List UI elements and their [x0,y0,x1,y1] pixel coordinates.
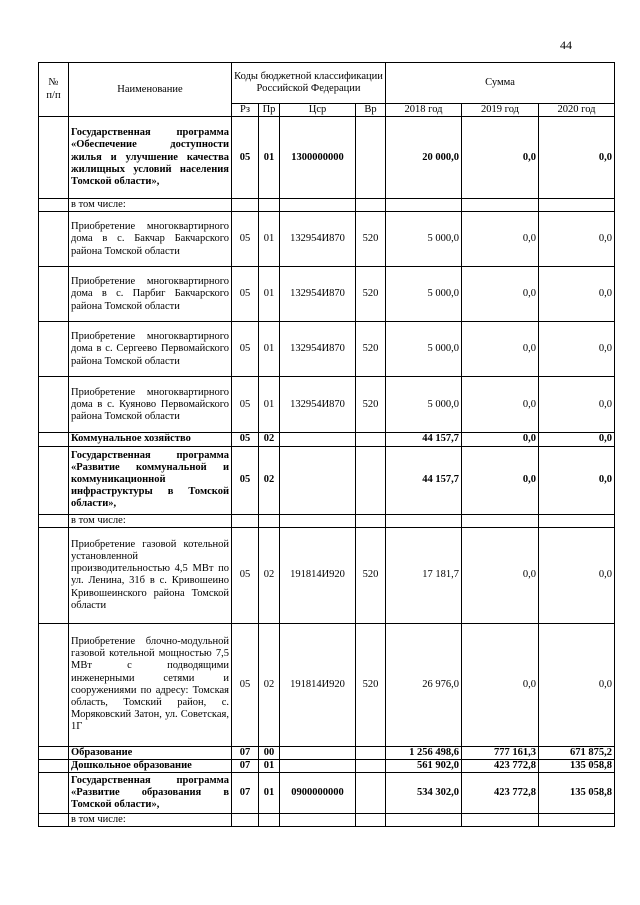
cell-vr: 520 [356,267,386,322]
cell-pr: 01 [259,117,280,199]
cell-y2020: 0,0 [539,433,615,446]
cell-rz: 07 [232,746,259,759]
cell-num [39,212,69,267]
cell-name: Приобретение многоквартирного дома в с. Парбиг Бакчарского района Томской области [69,267,232,322]
table-row [39,199,615,212]
cell-vr [356,514,386,527]
cell-csr: 132954И870 [280,267,356,322]
table-row [39,760,615,773]
cell-y2018: 17 181,7 [386,527,462,623]
cell-csr: 132954И870 [280,322,356,377]
cell-y2020: 0,0 [539,377,615,433]
cell-y2018: 5 000,0 [386,267,462,322]
cell-num [39,117,69,199]
cell-rz: 05 [232,322,259,377]
header-vr: Вр [356,104,386,117]
cell-y2020: 0,0 [539,623,615,746]
cell-rz [232,199,259,212]
cell-vr [356,446,386,514]
cell-num [39,814,69,827]
cell-y2020: 671 875,2 [539,746,615,759]
cell-y2019: 0,0 [462,527,539,623]
cell-pr: 02 [259,623,280,746]
cell-csr [280,814,356,827]
cell-y2018: 5 000,0 [386,322,462,377]
cell-num [39,514,69,527]
cell-y2020 [539,199,615,212]
table-row [39,446,615,514]
cell-y2019: 777 161,3 [462,746,539,759]
cell-csr [280,746,356,759]
cell-num [39,199,69,212]
cell-y2019 [462,514,539,527]
cell-num [39,377,69,433]
cell-csr: 191814И920 [280,623,356,746]
cell-name: Государственная программа «Развитие образования в Томской области», [69,773,232,814]
cell-csr: 1300000000 [280,117,356,199]
table-row [39,623,615,746]
header-2019: 2019 год [462,104,539,117]
cell-y2019: 0,0 [462,446,539,514]
cell-vr [356,199,386,212]
cell-y2018: 561 902,0 [386,760,462,773]
cell-vr: 520 [356,322,386,377]
cell-y2020: 0,0 [539,446,615,514]
cell-y2019: 0,0 [462,322,539,377]
cell-y2018: 44 157,7 [386,433,462,446]
cell-name: Приобретение блочно-модульной газовой котельной мощностью 7,5 МВт с подводящими инженерными сетями и сооружениями по адресу: Томская область, Томский район, с. Моряковский Затон, ул. Советская, 1Г [69,623,232,746]
cell-y2020: 135 058,8 [539,760,615,773]
cell-name: в том числе: [69,514,232,527]
cell-vr [356,433,386,446]
page-number: 44 [560,38,572,52]
cell-vr: 520 [356,623,386,746]
cell-vr [356,746,386,759]
cell-name: Приобретение газовой котельной установленной производительностью 4,5 МВт по ул. Ленина, 31б в с. Кривошеино Кривошеинского района Томской области [69,527,232,623]
cell-name: в том числе: [69,814,232,827]
cell-num [39,623,69,746]
cell-name: Приобретение многоквартирного дома в с. Бакчар Бакчарского района Томской области [69,212,232,267]
cell-y2019: 423 772,8 [462,773,539,814]
table-row [39,773,615,814]
cell-rz: 05 [232,117,259,199]
cell-pr: 01 [259,773,280,814]
cell-vr [356,814,386,827]
cell-csr [280,514,356,527]
header-rz: Рз [232,104,259,117]
cell-y2020: 135 058,8 [539,773,615,814]
cell-csr [280,760,356,773]
cell-pr [259,199,280,212]
cell-num [39,527,69,623]
table-row [39,377,615,433]
cell-y2020: 0,0 [539,527,615,623]
table-row [39,433,615,446]
cell-csr: 132954И870 [280,377,356,433]
cell-name: Коммунальное хозяйство [69,433,232,446]
cell-pr: 02 [259,527,280,623]
cell-vr: 520 [356,377,386,433]
cell-y2018: 534 302,0 [386,773,462,814]
cell-y2019 [462,814,539,827]
cell-csr: 0900000000 [280,773,356,814]
cell-pr: 01 [259,212,280,267]
cell-pr: 01 [259,267,280,322]
cell-y2020 [539,814,615,827]
cell-rz: 05 [232,433,259,446]
header-2018: 2018 год [386,104,462,117]
cell-rz: 05 [232,446,259,514]
cell-num [39,322,69,377]
cell-rz: 05 [232,212,259,267]
cell-rz: 05 [232,527,259,623]
cell-y2018: 20 000,0 [386,117,462,199]
cell-num [39,446,69,514]
cell-pr [259,514,280,527]
cell-name: Дошкольное образование [69,760,232,773]
cell-rz: 05 [232,267,259,322]
table-row [39,212,615,267]
cell-y2018 [386,199,462,212]
cell-y2020: 0,0 [539,117,615,199]
cell-num [39,746,69,759]
table-row [39,746,615,759]
cell-pr: 01 [259,322,280,377]
header-num: № п/п [39,63,69,117]
cell-y2020: 0,0 [539,322,615,377]
cell-y2019: 0,0 [462,117,539,199]
cell-y2019: 0,0 [462,267,539,322]
cell-vr: 520 [356,212,386,267]
table-body [39,117,615,827]
cell-csr: 132954И870 [280,212,356,267]
cell-name: Государственная программа «Обеспечение доступности жилья и улучшение качества жилищных условий населения Томской области», [69,117,232,199]
cell-csr: 191814И920 [280,527,356,623]
header-name: Наименование [69,63,232,117]
cell-name: Приобретение многоквартирного дома в с. Куяново Первомайского района Томской области [69,377,232,433]
cell-y2018: 5 000,0 [386,377,462,433]
cell-num [39,267,69,322]
cell-name: Государственная программа «Развитие коммунальной и коммуникационной инфраструктуры в Томской области», [69,446,232,514]
cell-num [39,433,69,446]
cell-name: в том числе: [69,199,232,212]
cell-y2018: 26 976,0 [386,623,462,746]
cell-y2019: 423 772,8 [462,760,539,773]
cell-pr [259,814,280,827]
table-row [39,322,615,377]
cell-csr [280,199,356,212]
cell-y2020: 0,0 [539,212,615,267]
cell-y2019: 0,0 [462,433,539,446]
header-pr: Пр [259,104,280,117]
cell-vr [356,760,386,773]
cell-name: Образование [69,746,232,759]
cell-vr: 520 [356,527,386,623]
cell-rz: 05 [232,377,259,433]
cell-y2020 [539,514,615,527]
cell-y2019 [462,199,539,212]
header-2020: 2020 год [539,104,615,117]
cell-rz [232,814,259,827]
cell-num [39,760,69,773]
cell-pr: 01 [259,377,280,433]
cell-rz: 07 [232,773,259,814]
cell-vr [356,117,386,199]
cell-pr: 00 [259,746,280,759]
cell-y2019: 0,0 [462,212,539,267]
table-row [39,814,615,827]
cell-y2020: 0,0 [539,267,615,322]
cell-rz: 07 [232,760,259,773]
cell-pr: 02 [259,446,280,514]
table-row [39,117,615,199]
header-sum: Сумма [386,63,615,104]
cell-y2018 [386,814,462,827]
cell-pr: 02 [259,433,280,446]
cell-rz: 05 [232,623,259,746]
cell-y2018: 5 000,0 [386,212,462,267]
cell-y2019: 0,0 [462,377,539,433]
cell-vr [356,773,386,814]
cell-csr [280,446,356,514]
header-csr: Цср [280,104,356,117]
cell-y2018: 1 256 498,6 [386,746,462,759]
cell-rz [232,514,259,527]
cell-y2018 [386,514,462,527]
table-row [39,527,615,623]
cell-y2019: 0,0 [462,623,539,746]
table-row [39,267,615,322]
cell-num [39,773,69,814]
cell-name: Приобретение многоквартирного дома в с. Сергеево Первомайского района Томской области [69,322,232,377]
cell-y2018: 44 157,7 [386,446,462,514]
header-codes: Коды бюджетной классификации Российской Федерации [232,63,386,104]
table-row [39,514,615,527]
cell-csr [280,433,356,446]
cell-pr: 01 [259,760,280,773]
budget-table [38,62,615,827]
